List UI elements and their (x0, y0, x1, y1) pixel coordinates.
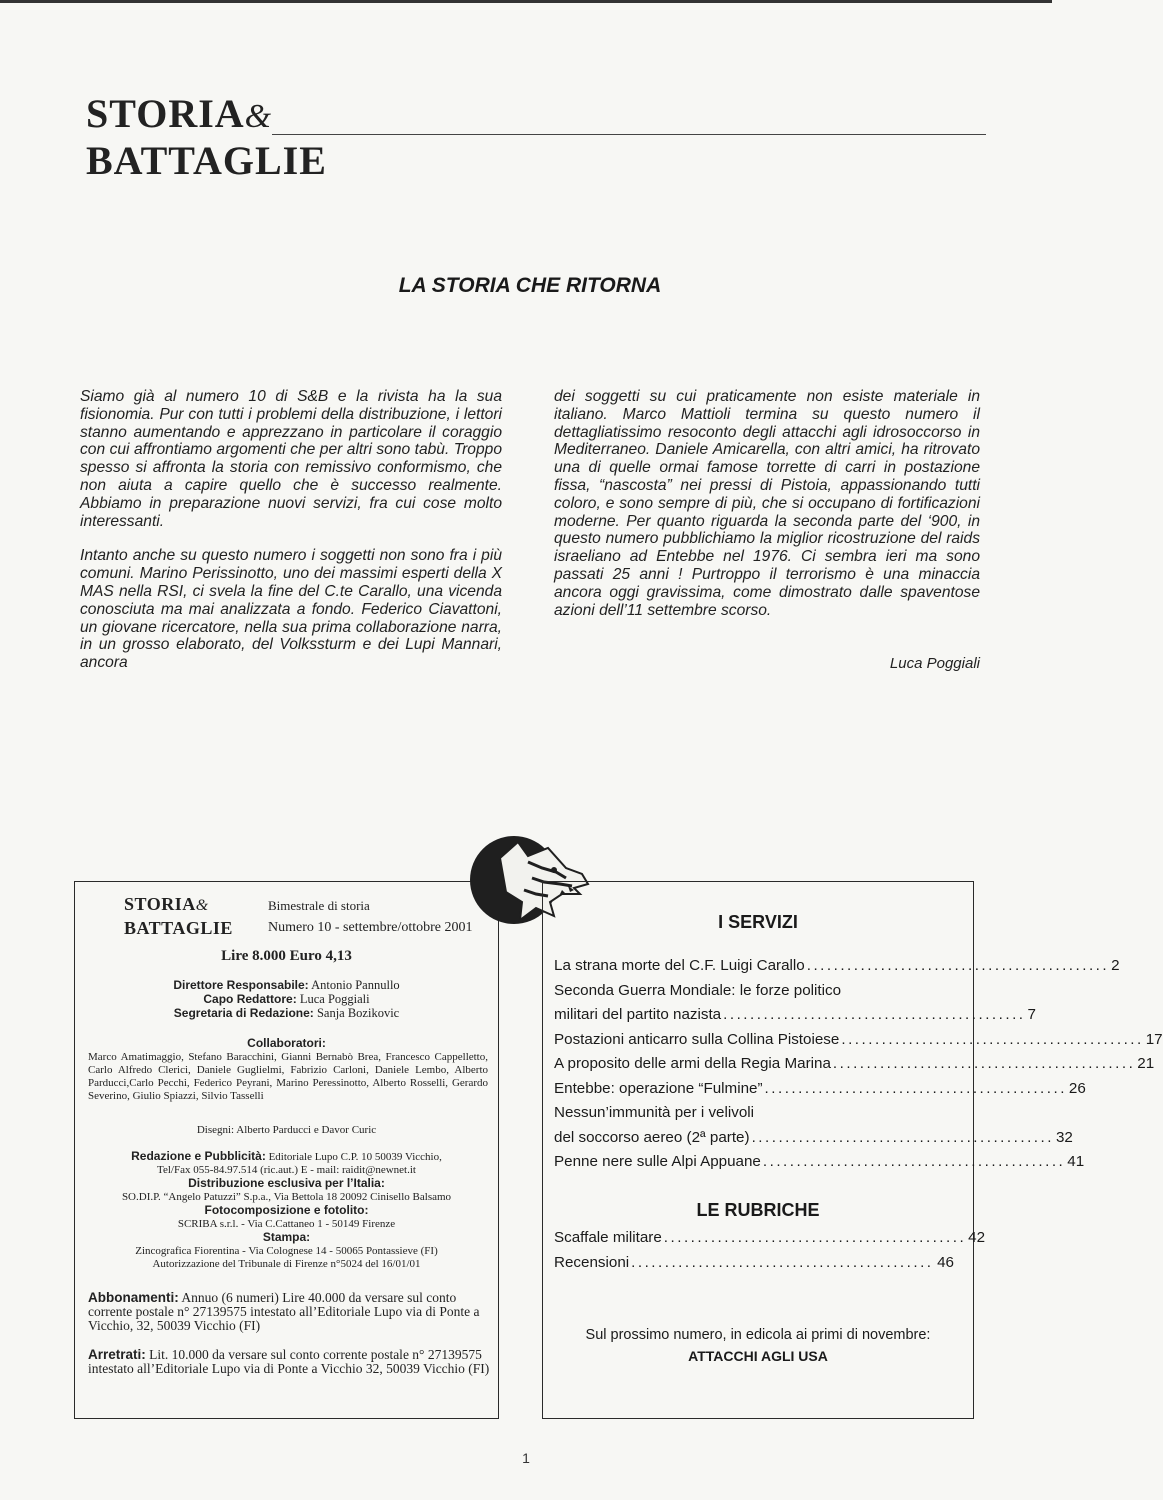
rubriche-list (554, 1226, 986, 1275)
printing-label: Stampa: (262, 1230, 311, 1244)
masthead-line1: STORIA (86, 91, 245, 136)
next-issue (542, 1325, 974, 1368)
editorial-office-label: Redazione e Pubblicità: (131, 1149, 266, 1163)
photocomposition-label: Fotocomposizione e fotolito: (204, 1203, 369, 1217)
distribution-label: Distribuzione esclusiva per l’Italia: (188, 1176, 385, 1190)
toc-leader: ............................................. (751, 1128, 1054, 1146)
toc-item[interactable] (554, 1003, 1036, 1028)
toc-leader: ............................................. (832, 1055, 1136, 1072)
chief-editor-name: Luca Poggiali (299, 992, 370, 1006)
editorial-headline: LA STORIA CHE RITORNA (398, 274, 662, 297)
colophon-mast-line1: STORIA (124, 894, 196, 914)
collaborators-list: Marco Amatimaggio, Stefano Baracchini, Gianni Bernabò Brea, Francesco Cappelletto, Carlo Alfredo Clerici, Daniele Guglielmi, Fabrizio Carloni, Daniele Lembo, Alberto Parducci,Carlo Pecchi, Federico Peyrani, Marino Peressinotto, Alberto Rosselli, Gerardo Severino, Giulio Spiazzi, Silvio Tasselli (88, 1051, 488, 1102)
next-issue-text: Sul prossimo numero, in edicola ai primi di novembre: (585, 1327, 931, 1343)
servizi-title: I SERVIZI (718, 912, 798, 932)
masthead-rule (272, 134, 986, 135)
toc-item-page: 41 (1067, 1153, 1085, 1170)
toc-item-page: 26 (1068, 1079, 1086, 1097)
toc-item[interactable] (554, 1226, 986, 1251)
toc-item[interactable] (554, 1126, 1073, 1151)
back-issues-text: Lit. 10.000 da versare sul conto corrente postale n° 27139575 intestato all’Editoriale Lupo via di Ponte a Vicchio 32, 50039 Vicchio (FI) (88, 1347, 490, 1376)
masthead-line2: BATTAGLIE (86, 138, 327, 183)
toc-item-title: Seconda Guerra Mondiale: le forze politico (554, 981, 842, 999)
collaborators-label: Collaboratori: (247, 1036, 326, 1050)
toc-item-page: 17 (1145, 1030, 1163, 1048)
toc-item[interactable] (554, 1101, 954, 1126)
colophon-mast-amp: & (195, 897, 209, 914)
back-issues (88, 1348, 490, 1376)
toc-item-title: Penne nere sulle Alpi Appuane (554, 1153, 761, 1170)
telephone-email: Tel/Fax 055-84.97.514 (ric.aut.) E - mail: raidit@newnet.it (157, 1164, 416, 1176)
top-border (0, 0, 1052, 3)
toc-leader: ............................................. (663, 1229, 967, 1246)
toc-leader: ............................................. (762, 1153, 1066, 1170)
masthead-amp: & (244, 98, 273, 135)
chief-editor-label: Capo Redattore: (203, 992, 297, 1006)
distribution: SO.DI.P. “Angelo Patuzzi” S.p.a., Via Bettola 18 20092 Cinisello Balsamo (121, 1191, 452, 1203)
toc-leader: ............................................. (723, 1006, 1026, 1023)
back-issues-label: Arretrati: (88, 1347, 146, 1362)
toc-item-title: del soccorso aereo (2ª parte) (554, 1128, 750, 1146)
toc-leader: ............................................. (841, 1030, 1144, 1048)
secretary-name: Sanja Bozikovic (316, 1006, 400, 1020)
editorial-signature: Luca Poggiali (889, 655, 980, 672)
toc-item-page: 42 (968, 1229, 986, 1246)
colophon-masthead (124, 893, 233, 939)
toc-item-title: Postazioni anticarro sulla Collina Pistoiese (554, 1030, 840, 1048)
colophon-issue-number: Numero 10 - settembre/ottobre 2001 (268, 920, 473, 935)
toc-item-page: 46 (937, 1253, 954, 1271)
toc-item[interactable] (554, 1052, 1155, 1077)
photocomposition: SCRIBA s.r.l. - Via C.Cattaneo 1 - 50149 Firenze (177, 1218, 396, 1230)
toc-item[interactable] (554, 1028, 1163, 1053)
colophon-contacts (80, 1150, 493, 1271)
toc-item-page: 21 (1137, 1055, 1155, 1072)
illustrators: Disegni: Alberto Parducci e Davor Curic (196, 1124, 377, 1136)
toc-item[interactable] (554, 1251, 954, 1276)
toc-item-title: Scaffale militare (554, 1229, 662, 1246)
subscriptions (88, 1291, 490, 1333)
toc-leader: ............................................. (631, 1253, 934, 1271)
rubriche-title: LE RUBRICHE (696, 1200, 820, 1220)
subscriptions-label: Abbonamenti: (88, 1290, 179, 1305)
editorial-column-1 (80, 388, 502, 689)
toc-leader: ............................................. (764, 1079, 1067, 1097)
subscriptions-text: Annuo (6 numeri) Lire 40.000 da versare sul conto corrente postale n° 27139575 intestato all’Editoriale Lupo via di Ponte a Vicchio, 32, 50039 Vicchio (FI) (88, 1290, 480, 1333)
next-issue-title: ATTACCHI AGLI USA (688, 1348, 828, 1364)
toc-item-title: Recensioni (554, 1253, 630, 1271)
toc-item[interactable] (554, 1077, 1086, 1102)
colophon-staff (80, 978, 493, 1020)
toc-item[interactable] (554, 1150, 1085, 1175)
masthead-logo (86, 92, 327, 183)
editorial-paragraph: Intanto anche su questo numero i soggetti non sono fra i più comuni. Marino Perissinotto, uno dei massimi esperti della X MAS nella RSI, ci svela la fine del C.te Carallo, una vicenda conosciuta ma mai analizzata a fondo. Federico Ciavattoni, un giovane ricercatore, nella sua prima collaborazione narra, in un grosso elaborato, del Volkssturm e dei Lupi Mannari, ancora (80, 547, 502, 672)
servizi-list (554, 954, 1163, 1175)
toc-item-title: La strana morte del C.F. Luigi Carallo (554, 957, 805, 974)
toc-item-title: Entebbe: operazione “Fulmine” (554, 1079, 763, 1097)
toc-item-page: 7 (1027, 1006, 1036, 1023)
director-name: Antonio Pannullo (311, 978, 400, 992)
toc-item-title: A proposito delle armi della Regia Marina (554, 1055, 831, 1072)
editorial-office: Editoriale Lupo C.P. 10 50039 Vicchio, (268, 1151, 442, 1163)
toc-item[interactable] (554, 954, 1120, 979)
toc-item-title: militari del partito nazista (554, 1006, 722, 1023)
colophon-mast-line2: BATTAGLIE (124, 918, 233, 938)
secretary-label: Segretaria di Redazione: (173, 1006, 314, 1020)
toc-item[interactable] (554, 979, 954, 1004)
toc-item-page: 32 (1055, 1128, 1073, 1146)
authorization: Autorizzazione del Tribunale di Firenze n°5024 del 16/01/01 (152, 1258, 421, 1270)
toc-item-page: 2 (1111, 957, 1120, 974)
printing: Zincografica Fiorentina - Via Colognese 14 - 50065 Pontassieve (FI) (135, 1245, 438, 1257)
editorial-paragraph: Siamo già al numero 10 di S&B e la rivista ha la sua fisionomia. Pur con tutti i problemi della distribuzione, i lettori stanno aumentando e apprezzano in particolare il coraggio con cui affrontiamo argomenti che per altri sono tabù. Troppo spesso si affronta la storia con remissivo conformismo, che non aiuta a capire quello che è successo realmente. Abbiamo in preparazione nuovi servizi, fra cui cose molto interessanti. (80, 388, 502, 530)
editorial-column-2 (554, 388, 980, 636)
page-number: 1 (522, 1450, 530, 1466)
editorial-paragraph: dei soggetti su cui praticamente non esiste materiale in italiano. Marco Mattioli termina su questo numero il dettagliatissimo resoconto degli attacchi agli idrosoccorso in Mediterraneo. Daniele Amicarella, con altri amici, ha ritrovato una di quelle ormai famose torrette di carri in postazione fissa, “nascosta” nei pressi di Pistoia, appassionando tutti coloro, e sono sempre di più, che si occupano di fortificazioni moderne. Per quanto riguarda la seconda parte del ‘900, in questo numero pubblichiamo la miglior ricostruzione del raids israeliano ad Entebbe nel 1976. Ci sembra ieri ma sono passati 25 anni ! Purtroppo il terrorismo è una minaccia ancora oggi gravissima, come dimostrato dalle spaventose azioni dell’11 settembre scorso. (554, 388, 980, 619)
colophon-price: Lire 8.000 Euro 4,13 (221, 948, 352, 964)
collaborators-label-row (80, 1036, 493, 1050)
toc-leader: ............................................. (806, 957, 1110, 974)
toc-item-title: Nessun’immunità per i velivoli (554, 1104, 755, 1121)
colophon-bimestrale: Bimestrale di storia (268, 898, 370, 913)
director-label: Direttore Responsabile: (173, 978, 309, 992)
